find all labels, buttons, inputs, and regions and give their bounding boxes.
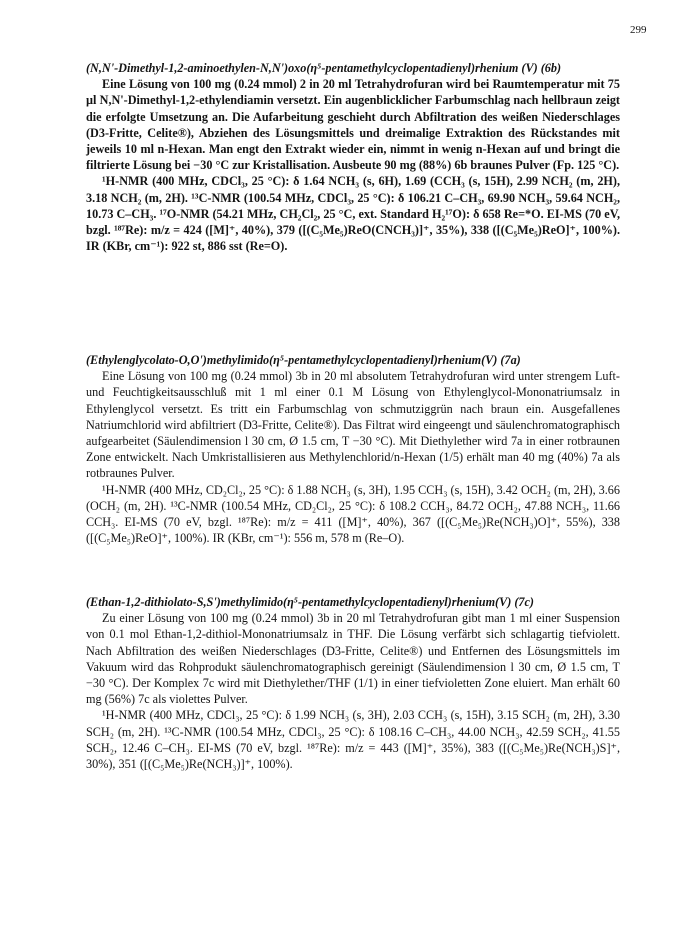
page-number: 299 bbox=[630, 24, 647, 36]
section-title: (Ethylenglycolato-O,O')methylimido(η⁵-pentamethylcyclopentadienyl)rhenium(V) (7a) bbox=[86, 353, 521, 367]
section-title: (Ethan-1,2-dithiolato-S,S')methylimido(η⁵-pentamethylcyclopentadienyl)rhenium(V) (7c) bbox=[86, 595, 534, 609]
section-7c bbox=[86, 594, 620, 772]
analytics-paragraph: ¹H-NMR (400 MHz, CDCl₃, 25 °C): δ 1.64 NCH₃ (s, 6H), 1.69 (CCH₃ (s, 15H), 2.99 NCH₂ (m, 2H), 3.18 NCH₂ (m, 2H). ¹³C-NMR (100.54 MHz, CDCl₃, 25 °C): δ 106.21 C–CH₃, 69.90 NCH₃, 59.64 NCH₂, 10.73 C–CH₃. ¹⁷O-NMR (54.21 MHz, CH₂Cl₂, 25 °C, ext. Standard H₂¹⁷O): δ 658 Re=*O. EI-MS (70 eV, bzgl. ¹⁸⁷Re): m/z = 424 ([M]⁺, 40%), 379 ([(C₅Me₅)ReO(CNCH₃)]⁺, 35%), 338 ([(C₅Me₅)ReO]⁺, 100%). IR (KBr, cm⁻¹): 922 st, 886 sst (Re=O). bbox=[86, 174, 620, 254]
section-6b bbox=[86, 60, 620, 254]
procedure-paragraph: Zu einer Lösung von 100 mg (0.24 mmol) 3b in 20 ml Tetrahydrofuran gibt man 1 ml einer Suspension von 0.1 mol Ethan-1,2-dithiol-Mononatriumsalz in THF. Die Lösung verfärbt sich schlagartig tiefviolett. Nach Abfiltration des weißen Niederschlages (D3-Fritte, Celite®) und Entfernen des Lösungsmittels im Vakuum wird das Rohprodukt säulenchromatographisch gereinigt (Säulendimension l 30 cm, Ø 1.5 cm, T −30 °C). Der Komplex 7c wird mit Diethylether/THF (1/1) in einer tiefvioletten Zone eluiert. Man erhält 60 mg (56%) 7c als violettes Pulver. bbox=[86, 611, 620, 707]
section-title: (N,N'-Dimethyl-1,2-aminoethylen-N,N')oxo(η⁵-pentamethylcyclopentadienyl)rhenium (V) (6b) bbox=[86, 61, 562, 75]
procedure-paragraph: Eine Lösung von 100 mg (0.24 mmol) 3b in 20 ml absolutem Tetrahydrofuran wird unter strengem Luft- und Feuchtigkeitsausschluß mit 1 ml einer 0.1 M Lösung von Ethylenglycol-Mononatriumsalz in Ethylenglycol versetzt. Es tritt ein Farbumschlag von schmutziggrün nach braun ein. Ausgefallenes Natriumchlorid wird abfiltriert (D3-Fritte, Celite®). Das Filtrat wird eingeengt und säulenchromatographisch aufgearbeitet (Säulendimension l 30 cm, Ø 1.5 cm, T −30 °C). Mit Diethylether wird 7a in einer rotbraunen Zone entwickelt. Nach Umkristallisieren aus Methylenchlorid/n-Hexan (1/5) erhält man 40 mg (40%) 7a als rotbraunes Pulver. bbox=[86, 369, 620, 481]
analytics-paragraph: ¹H-NMR (400 MHz, CDCl₃, 25 °C): δ 1.99 NCH₃ (s, 3H), 2.03 CCH₃ (s, 15H), 3.15 SCH₂ (m, 2H), 3.30 SCH₂ (m, 2H). ¹³C-NMR (100.54 MHz, CDCl₃, 25 °C): δ 108.16 C–CH₃, 44.00 NCH₃, 42.59 SCH₂, 41.55 SCH₂, 12.46 C–CH₃. EI-MS (70 eV, bzgl. ¹⁸⁷Re): m/z = 443 ([M]⁺, 35%), 383 ([(C₅Me₅)Re(NCH₃)S]⁺, 30%), 351 ([(C₅Me₅)Re(NCH₃)]⁺, 100%). bbox=[86, 708, 620, 772]
analytics-paragraph: ¹H-NMR (400 MHz, CD₂Cl₂, 25 °C): δ 1.88 NCH₃ (s, 3H), 1.95 CCH₃ (s, 15H), 3.42 OCH₂ (m, 2H), 3.66 (OCH₂ (m, 2H). ¹³C-NMR (100.54 MHz, CD₂Cl₂, 25 °C): δ 108.2 CCH₃, 84.72 OCH₂, 47.88 NCH₃, 11.66 CCH₃. EI-MS (70 eV, bzgl. ¹⁸⁷Re): m/z = 411 ([M]⁺, 40%), 367 ([(C₅Me₅)Re(NCH₃)O]⁺, 55%), 338 ([(C₅Me₅)ReO]⁺, 100%). IR (KBr, cm⁻¹): 556 m, 578 m (Re–O). bbox=[86, 482, 620, 546]
procedure-paragraph: Eine Lösung von 100 mg (0.24 mmol) 2 in 20 ml Tetrahydrofuran wird bei Raumtemperatur mit 75 µl N,N'-Dimethyl-1,2-ethylendiamin versetzt. Ein augenblicklicher Farbumschlag nach hellbraun zeigt die erfolgte Umsetzung an. Die Aufarbeitung geschieht durch Abfiltration des weißen Niederschlages (D3-Fritte, Celite®), Abziehen des Lösungsmittels und dreimalige Extraktion des Rückstandes mit jeweils 10 ml n-Hexan. Man engt den Extrakt wieder ein, nimmt in wenig n-Hexan auf und bringt die filtrierte Lösung bei −30 °C zur Kristallisation. Ausbeute 90 mg (88%) 6b braunes Pulver (Fp. 125 °C). bbox=[86, 77, 620, 173]
section-7a bbox=[86, 352, 620, 546]
